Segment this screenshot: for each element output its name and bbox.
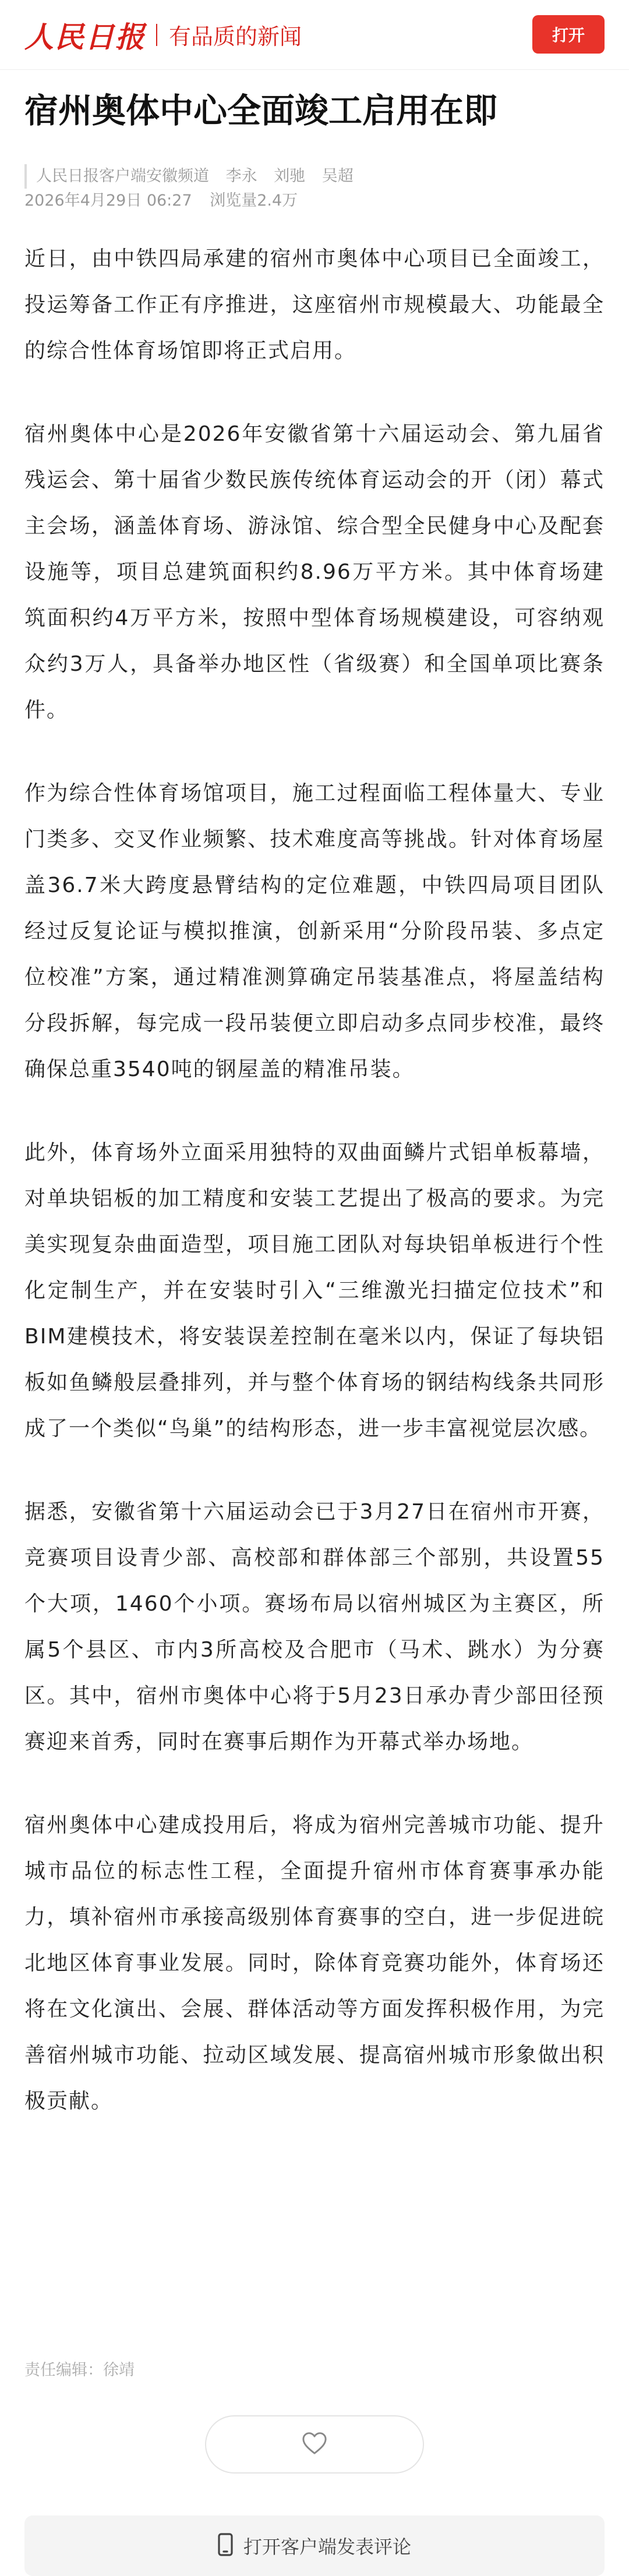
paragraph: 宿州奥体中心是2026年安徽省第十六届运动会、第九届省残运会、第十届省少数民族传统体育运动会的开（闭）幕式主会场，涵盖体育场、游泳馆、综合型全民健身中心及配套设施等，项目总建筑面积约8.96万平方米。其中体育场建筑面积约4万平方米，按照中型体育场规模建设，可容纳观众约3万人，具备举办地区性（省级赛）和全国单项比赛条件。 (24, 422, 605, 722)
logo-people-daily: 人民日报 (24, 19, 146, 54)
byline (24, 164, 605, 189)
logo-divider (156, 24, 157, 46)
paragraph: 近日，由中铁四局承建的宿州市奥体中心项目已全面竣工，投运筹备工作正有序推进，这座宿州市规模最大、功能最全的综合性体育场馆即将正式启用。 (24, 247, 605, 363)
open-app-button[interactable]: 打开 (532, 15, 605, 54)
source-name: 人民日报客户端安徽频道 (36, 167, 209, 185)
phone-icon (218, 2533, 233, 2559)
view-count: 浏览量2.4万 (210, 192, 298, 210)
paragraph: 据悉，安徽省第十六届运动会已于3月27日在宿州市开赛，竞赛项目设青少部、高校部和群体部三个部别，共设置55个大项，1460个小项。赛场布局以宿州城区为主赛区，所属5个县区、市内3所高校及合肥市（马术、跳水）为分赛区。其中，宿州市奥体中心将于5月23日承办青少部田径预赛迎来首秀，同时在赛事后期作为开幕式举办场地。 (24, 1500, 605, 1754)
author-name: 李永 (225, 167, 257, 185)
like-button[interactable] (205, 2415, 424, 2474)
publish-datetime: 2026年4月29日 06:27 (24, 192, 192, 210)
author-name: 刘驰 (274, 167, 306, 185)
app-header (0, 0, 629, 70)
paragraph: 宿州奥体中心建成投用后，将成为宿州完善城市功能、提升城市品位的标志性工程，全面提升宿州市体育赛事承办能力，填补宿州市承接高级别体育赛事的空白，进一步促进皖北地区体育事业发展。同时，除体育竞赛功能外，体育场还将在文化演出、会展、群体活动等方面发挥积极作用，为完善宿州城市功能、拉动区域发展、提高宿州城市形象做出积极贡献。 (24, 1813, 605, 2113)
author-name: 吴超 (321, 167, 354, 185)
comment-label: 打开客户端发表评论 (243, 2536, 411, 2558)
paragraph: 作为综合性体育场馆项目，施工过程面临工程体量大、专业门类多、交叉作业频繁、技术难度高等挑战。针对体育场屋盖36.7米大跨度悬臂结构的定位难题，中铁四局项目团队经过反复论证与模拟推演，创新采用“分阶段吊装、多点定位校准”方案，通过精准测算确定吊装基准点，将屋盖结构分段拆解，每完成一段吊装便立即启动多点同步校准，最终确保总重3540吨的钢屋盖的精准吊装。 (24, 781, 605, 1081)
article-meta (24, 164, 605, 213)
paragraph: 此外，体育场外立面采用独特的双曲面鳞片式铝单板幕墙，对单块铝板的加工精度和安装工艺提出了极高的要求。为完美实现复杂曲面造型，项目施工团队对每块铝单板进行个性化定制生产，并在安装时引入“三维激光扫描定位技术”和BIM建模技术，将安装误差控制在毫米以内，保证了每块铝板如鱼鳞般层叠排列，并与整个体育场的钢结构线条共同形成了一个类似“鸟巢”的结构形态，进一步丰富视觉层次感。 (24, 1141, 605, 1441)
article-body (24, 236, 605, 2161)
heart-outline-icon (302, 2432, 327, 2457)
publish-info (24, 189, 605, 213)
responsible-editor: 责任编辑：徐靖 (24, 2361, 135, 2379)
article-title: 宿州奥体中心全面竣工启用在即 (24, 91, 498, 130)
open-app-comment-button[interactable] (24, 2515, 605, 2576)
slogan: 有品质的新闻 (169, 24, 302, 49)
